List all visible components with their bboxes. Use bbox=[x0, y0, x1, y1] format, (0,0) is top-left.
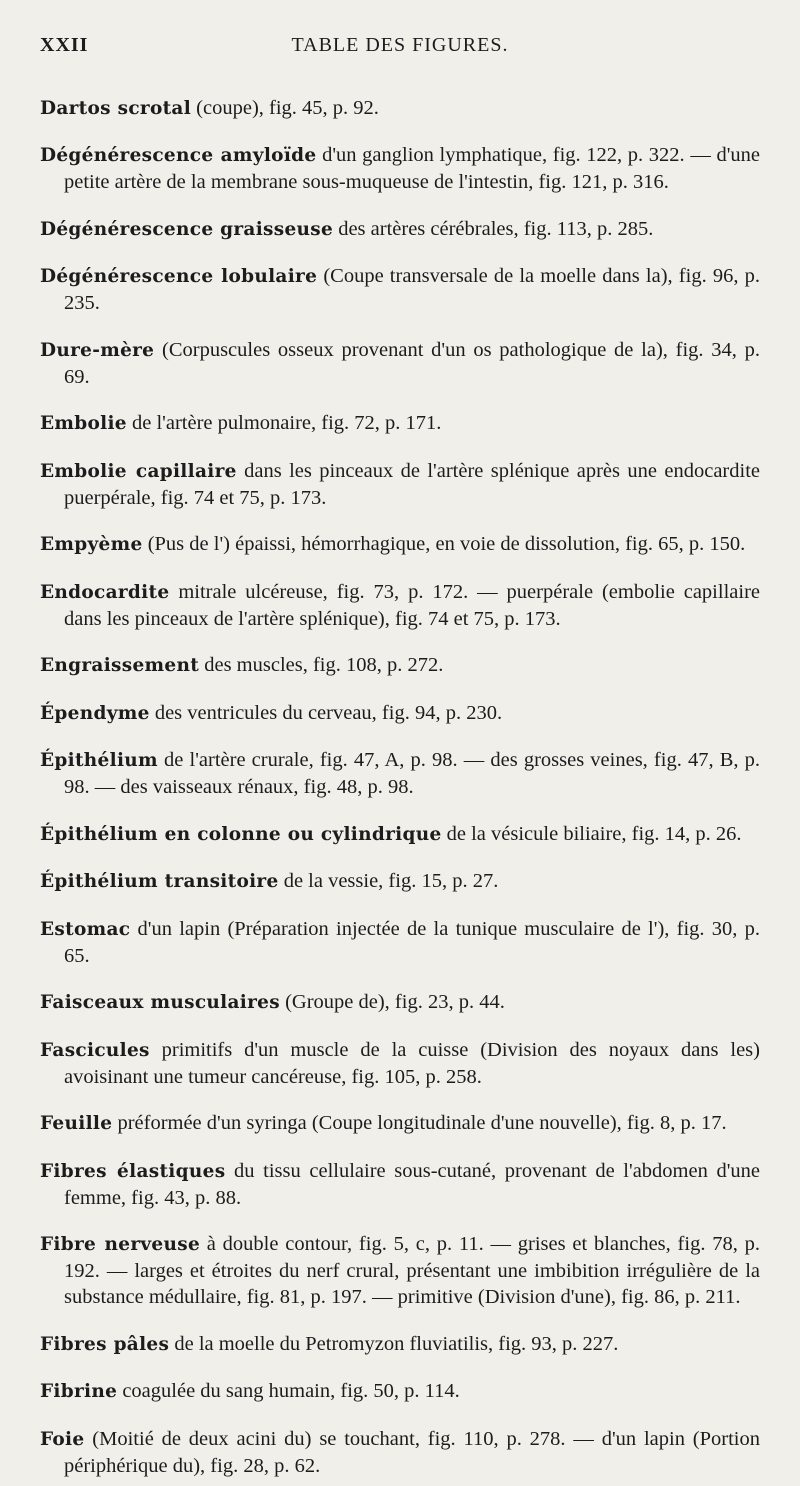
page-header bbox=[40, 34, 760, 62]
index-entry bbox=[40, 821, 760, 848]
index-term: Embolie capillaire bbox=[40, 460, 237, 482]
running-title: TABLE DES FIGURES. bbox=[291, 34, 509, 56]
page-number: XXII bbox=[40, 34, 89, 56]
index-term: Embolie bbox=[40, 413, 127, 434]
index-entry bbox=[40, 1110, 760, 1137]
index-term: Épithélium bbox=[40, 750, 158, 771]
index-term: Empyème bbox=[40, 534, 143, 555]
index-term: Dégénérescence amyloïde bbox=[40, 145, 317, 166]
index-term: Estomac bbox=[40, 918, 131, 940]
index-description: de l'artère crurale, fig. 47, A, p. 98. — des grosses veines, fig. 47, B, p. 98. — des vaisseaux rénaux, fig. 48, p. 98. bbox=[64, 749, 760, 798]
figure-index-list bbox=[40, 74, 760, 1486]
index-term: Épendyme bbox=[40, 702, 150, 724]
index-term: Fibres pâles bbox=[40, 1333, 170, 1355]
index-description: (Corpuscules osseux provenant d'un os pathologique de la), fig. 34, p. 69. bbox=[64, 338, 760, 388]
index-term: Épithélium transitoire bbox=[40, 871, 279, 892]
index-description: de l'artère pulmonaire, fig. 72, p. 171. bbox=[126, 412, 442, 434]
index-description: coagulée du sang humain, fig. 50, p. 114. bbox=[117, 1380, 460, 1402]
index-term: Fibres élastiques bbox=[40, 1160, 226, 1182]
index-description: de la vessie, fig. 15, p. 27. bbox=[278, 870, 499, 892]
index-description: de la moelle du Petromyzon fluviatilis, fig. 93, p. 227. bbox=[169, 1332, 619, 1355]
index-description: (Pus de l') épaissi, hémorrhagique, en voie de dissolution, fig. 65, p. 150. bbox=[142, 533, 746, 555]
index-entry bbox=[40, 1378, 760, 1405]
index-term: Endocardite bbox=[40, 581, 170, 603]
index-entry bbox=[40, 263, 760, 316]
index-entry bbox=[40, 410, 760, 437]
index-term: Fascicules bbox=[40, 1039, 150, 1061]
index-term: Dartos scrotal bbox=[40, 97, 192, 119]
index-description: de la vésicule biliaire, fig. 14, p. 26. bbox=[441, 822, 742, 845]
index-entry bbox=[40, 868, 760, 895]
index-entry bbox=[40, 458, 760, 511]
index-entry bbox=[40, 916, 760, 969]
index-entry bbox=[40, 216, 760, 243]
index-term: Épithélium en colonne ou cylindrique bbox=[40, 823, 442, 845]
index-term: Fibre nerveuse bbox=[40, 1234, 201, 1255]
index-entry bbox=[40, 1331, 760, 1358]
index-entry bbox=[40, 337, 760, 390]
index-entry bbox=[40, 1231, 760, 1310]
index-entry bbox=[40, 700, 760, 727]
index-entry bbox=[40, 652, 760, 679]
index-description: (Moitié de deux acini du) se touchant, fig. 110, p. 278. — d'un lapin (Portion périphérique du), fig. 28, p. 62. bbox=[64, 1427, 760, 1477]
index-description: des artères cérébrales, fig. 113, p. 285. bbox=[333, 217, 654, 240]
index-entry bbox=[40, 95, 760, 122]
index-term: Engraissement bbox=[40, 655, 200, 676]
index-description: des muscles, fig. 108, p. 272. bbox=[199, 654, 444, 676]
index-entry bbox=[40, 531, 760, 558]
index-description: des ventricules du cerveau, fig. 94, p. 230. bbox=[149, 701, 503, 724]
index-description: à double contour, fig. 5, c, p. 11. — grises et blanches, fig. 78, p. 192. — larges et étroites du nerf crural, présentant une imbibition irrégulière de la substance médullaire, fig. 81, p. 197. — primitive (Division d'une), fig. 86, p. 211. bbox=[64, 1233, 760, 1308]
index-term: Feuille bbox=[40, 1113, 113, 1134]
index-entry bbox=[40, 1426, 760, 1479]
index-term: Faisceaux musculaires bbox=[40, 992, 280, 1013]
index-entry bbox=[40, 1037, 760, 1090]
index-description: d'un ganglion lymphatique, fig. 122, p. 322. — d'une petite artère de la membrane sous-muqueuse de l'intestin, fig. 121, p. 316. bbox=[64, 144, 760, 193]
index-description: primitifs d'un muscle de la cuisse (Division des noyaux dans les) avoisinant une tumeur cancéreuse, fig. 105, p. 258. bbox=[64, 1038, 760, 1088]
index-description: préformée d'un syringa (Coupe longitudinale d'une nouvelle), fig. 8, p. 17. bbox=[112, 1112, 727, 1134]
index-entry bbox=[40, 1158, 760, 1211]
index-entry bbox=[40, 747, 760, 800]
index-term: Foie bbox=[40, 1428, 85, 1450]
index-entry bbox=[40, 579, 760, 632]
index-description: dans les pinceaux de l'artère splénique après une endocardite puerpérale, fig. 74 et 75, p. 173. bbox=[64, 459, 761, 509]
index-entry bbox=[40, 142, 760, 195]
index-term: Fibrine bbox=[40, 1381, 118, 1402]
index-description: (Coupe transversale de la moelle dans la), fig. 96, p. 235. bbox=[64, 265, 760, 314]
index-description: (Groupe de), fig. 23, p. 44. bbox=[279, 991, 505, 1013]
index-description: mitrale ulcéreuse, fig. 73, p. 172. — puerpérale (embolie capillaire dans les pinceaux de l'artère splénique), fig. 74 et 75, p. 173. bbox=[64, 580, 760, 630]
index-description: (coupe), fig. 45, p. 92. bbox=[191, 96, 379, 119]
index-term: Dure-mère bbox=[40, 339, 155, 361]
index-description: du tissu cellulaire sous-cutané, provenant de l'abdomen d'une femme, fig. 43, p. 88. bbox=[64, 1159, 760, 1209]
index-term: Dégénérescence lobulaire bbox=[40, 266, 318, 287]
index-term: Dégénérescence graisseuse bbox=[40, 218, 334, 240]
index-entry bbox=[40, 989, 760, 1016]
index-description: d'un lapin (Préparation injectée de la tunique musculaire de l'), fig. 30, p. 65. bbox=[64, 917, 760, 967]
